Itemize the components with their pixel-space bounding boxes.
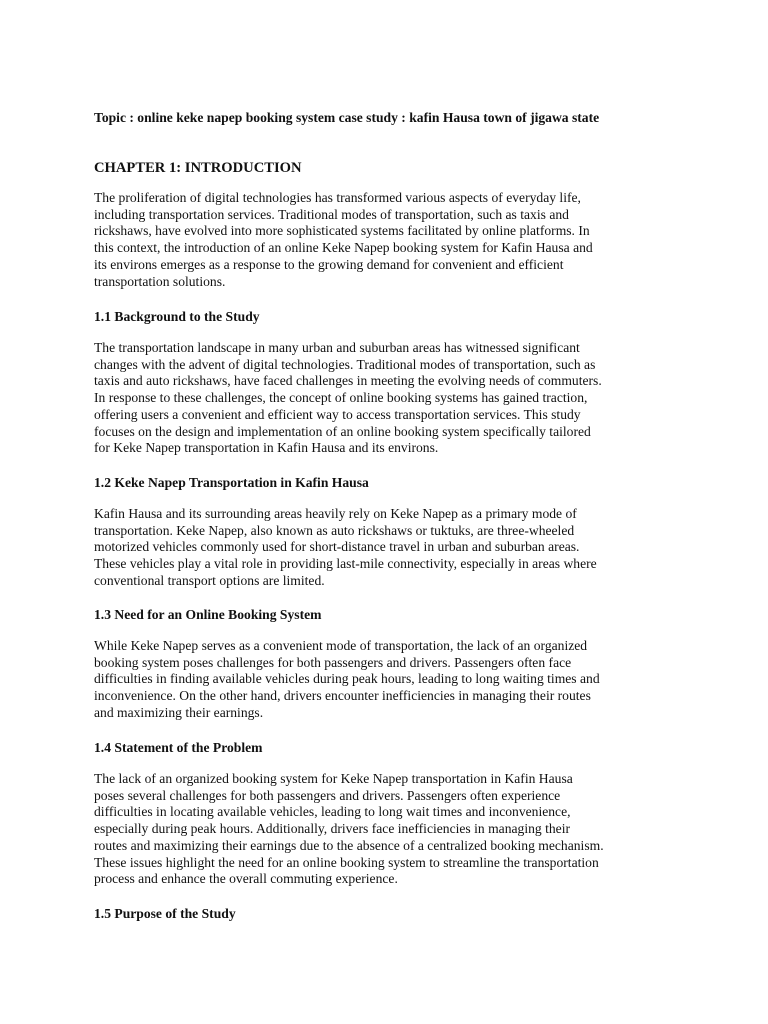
text-line: and maximizing their earnings. (94, 704, 264, 720)
text-line: The lack of an organized booking system for Keke Napep transportation in Kafin Hausa (94, 771, 573, 786)
section-paragraph (94, 340, 684, 457)
text-line: focuses on the design and implementation of an online booking system specifically tailored (94, 423, 591, 439)
text-line: These vehicles play a vital role in providing last-mile connectivity, especially in areas where (94, 556, 597, 572)
intro-text (94, 190, 684, 290)
text-line: for Keke Napep transportation in Kafin Hausa and its environs. (94, 440, 439, 456)
text-line: changes with the advent of digital technologies. Traditional modes of transportation, such as (94, 356, 596, 372)
text-line: These issues highlight the need for an online booking system to streamline the transportation (94, 854, 599, 870)
text-line: The proliferation of digital technologies has transformed various aspects of everyday life, (94, 190, 581, 205)
chapter-title: CHAPTER 1: INTRODUCTION (94, 160, 302, 176)
text-line: including transportation services. Traditional modes of transportation, such as taxis and (94, 206, 569, 222)
section-1-1 (94, 308, 684, 325)
text-line: inconvenience. On the other hand, drivers encounter inefficiencies in managing their routes (94, 688, 591, 704)
text-line: transportation solutions. (94, 273, 226, 289)
text-line: In response to these challenges, the concept of online booking systems has gained traction, (94, 390, 588, 406)
section-1-5 (94, 905, 684, 922)
section-1-4-body (94, 771, 684, 888)
text-line: its environs emerges as a response to the growing demand for convenient and efficient (94, 256, 564, 272)
text-line: process and enhance the overall commuting experience. (94, 871, 398, 887)
section-paragraph (94, 506, 684, 590)
section-heading: 1.2 Keke Napep Transportation in Kafin Hausa (94, 475, 369, 490)
section-heading: 1.5 Purpose of the Study (94, 906, 236, 921)
text-line: While Keke Napep serves as a convenient mode of transportation, the lack of an organized (94, 638, 588, 653)
text-line: transportation. Keke Napep, also known as auto rickshaws or tuktuks, are three-wheeled (94, 522, 575, 538)
text-line: difficulties in finding available vehicles during peak hours, leading to long waiting times and (94, 671, 600, 687)
text-line: offering users a convenient and efficient way to access transportation services. This study (94, 406, 581, 422)
section-1-2 (94, 474, 684, 491)
text-line: rickshaws, have evolved into more sophisticated systems facilitated by online platforms. In (94, 223, 590, 239)
text-line: especially during peak hours. Additionally, drivers face inefficiencies in managing their (94, 821, 571, 837)
text-line: difficulties in locating available vehicles, leading to long wait times and inconvenience, (94, 804, 571, 820)
text-line: conventional transport options are limited. (94, 572, 325, 588)
section-heading: 1.4 Statement of the Problem (94, 740, 263, 755)
section-heading: 1.3 Need for an Online Booking System (94, 607, 322, 622)
text-line: this context, the introduction of an online Keke Napep booking system for Kafin Hausa and (94, 240, 593, 256)
section-1-1-body (94, 340, 684, 457)
section-heading: 1.1 Background to the Study (94, 309, 260, 324)
document-topic: Topic : online keke napep booking system case study : kafin Hausa town of jigawa state (94, 110, 600, 125)
text-line: The transportation landscape in many urban and suburban areas has witnessed significant (94, 340, 580, 355)
text-line: taxis and auto rickshaws, have faced challenges in meeting the evolving needs of commuters. (94, 373, 602, 389)
section-paragraph (94, 638, 684, 722)
text-line: motorized vehicles commonly used for short-distance travel in urban and suburban areas. (94, 539, 580, 555)
text-line: Kafin Hausa and its surrounding areas heavily rely on Keke Napep as a primary mode of (94, 506, 577, 521)
text-line: routes and maximizing their earnings due to the absence of a centralized booking mechanism. (94, 837, 604, 853)
section-1-3-body (94, 638, 684, 722)
text-line: poses several challenges for both passengers and drivers. Passengers often experience (94, 787, 561, 803)
intro-paragraph (94, 190, 684, 290)
section-1-2-body (94, 506, 684, 590)
section-1-4 (94, 739, 684, 756)
section-1-3 (94, 606, 684, 623)
text-line: booking system poses challenges for both passengers and drivers. Passengers often face (94, 654, 572, 670)
section-paragraph (94, 771, 684, 888)
